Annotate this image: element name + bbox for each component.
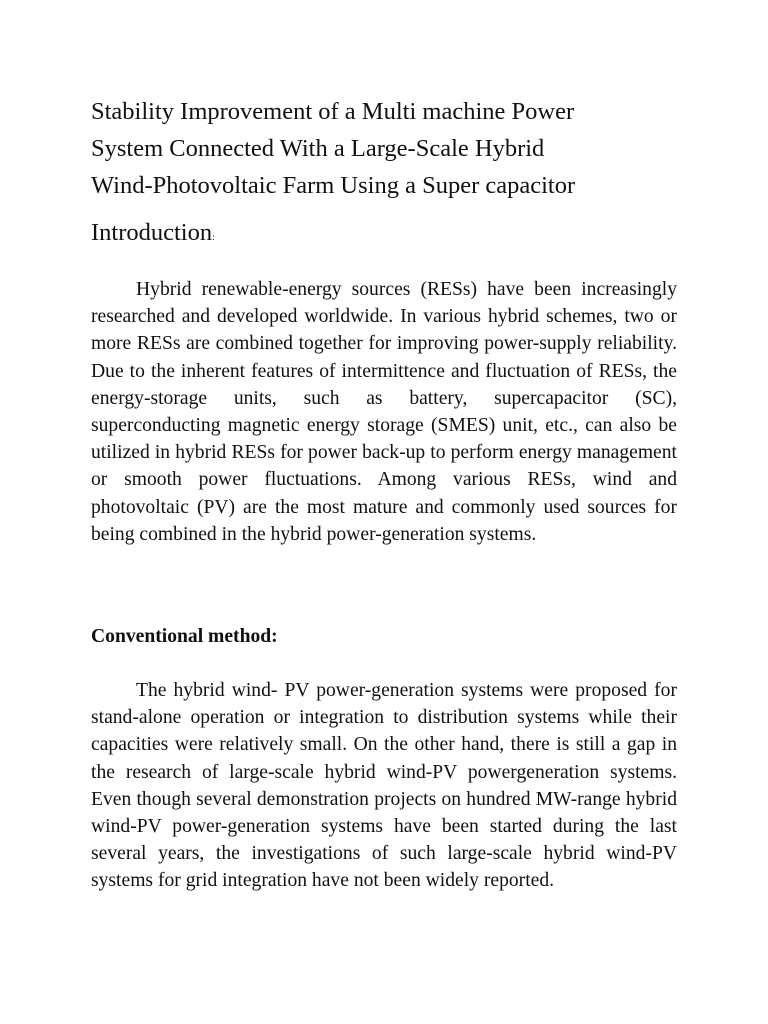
introduction-heading-colon: : xyxy=(212,232,215,242)
title-line-3: Wind-Photovoltaic Farm Using a Super capacitor xyxy=(91,172,576,199)
introduction-heading xyxy=(91,214,215,256)
introduction-heading-text: Introduction xyxy=(91,219,213,246)
title-line-2: System Connected With a Large-Scale Hybrid xyxy=(91,135,545,162)
title-line-1: Stability Improvement of a Multi machine Power xyxy=(91,98,575,125)
document-title xyxy=(91,93,691,204)
conventional-method-heading: Conventional method: xyxy=(91,626,278,647)
introduction-paragraph: Hybrid renewable-energy sources (RESs) have been increasingly researched and developed worldwide. In various hybrid schemes, two or more RESs are combined together for improving power-supply reliability. Due to the inherent features of intermittence and fluctuation of RESs, the energy-storage units, such as battery, supercapacitor (SC), superconducting magnetic energy storage (SMES) unit, etc., can also be utilized in hybrid RESs for power back-up to perform energy management or smooth power fluctuations. Among various RESs, wind and photovoltaic (PV) are the most mature and commonly used sources for being combined in the hybrid power-generation systems. xyxy=(91,279,677,545)
conventional-method-paragraph: The hybrid wind- PV power-generation systems were proposed for stand-alone operation or integration to distribution systems while their capacities were relatively small. On the other hand, there is still a gap in the research of large-scale hybrid wind-PV powergeneration systems. Even though several demonstration projects on hundred MW-range hybrid wind-PV power-generation systems have been started during the last several years, the investigations of such large-scale hybrid wind-PV systems for grid integration have not been widely reported. xyxy=(91,680,677,892)
